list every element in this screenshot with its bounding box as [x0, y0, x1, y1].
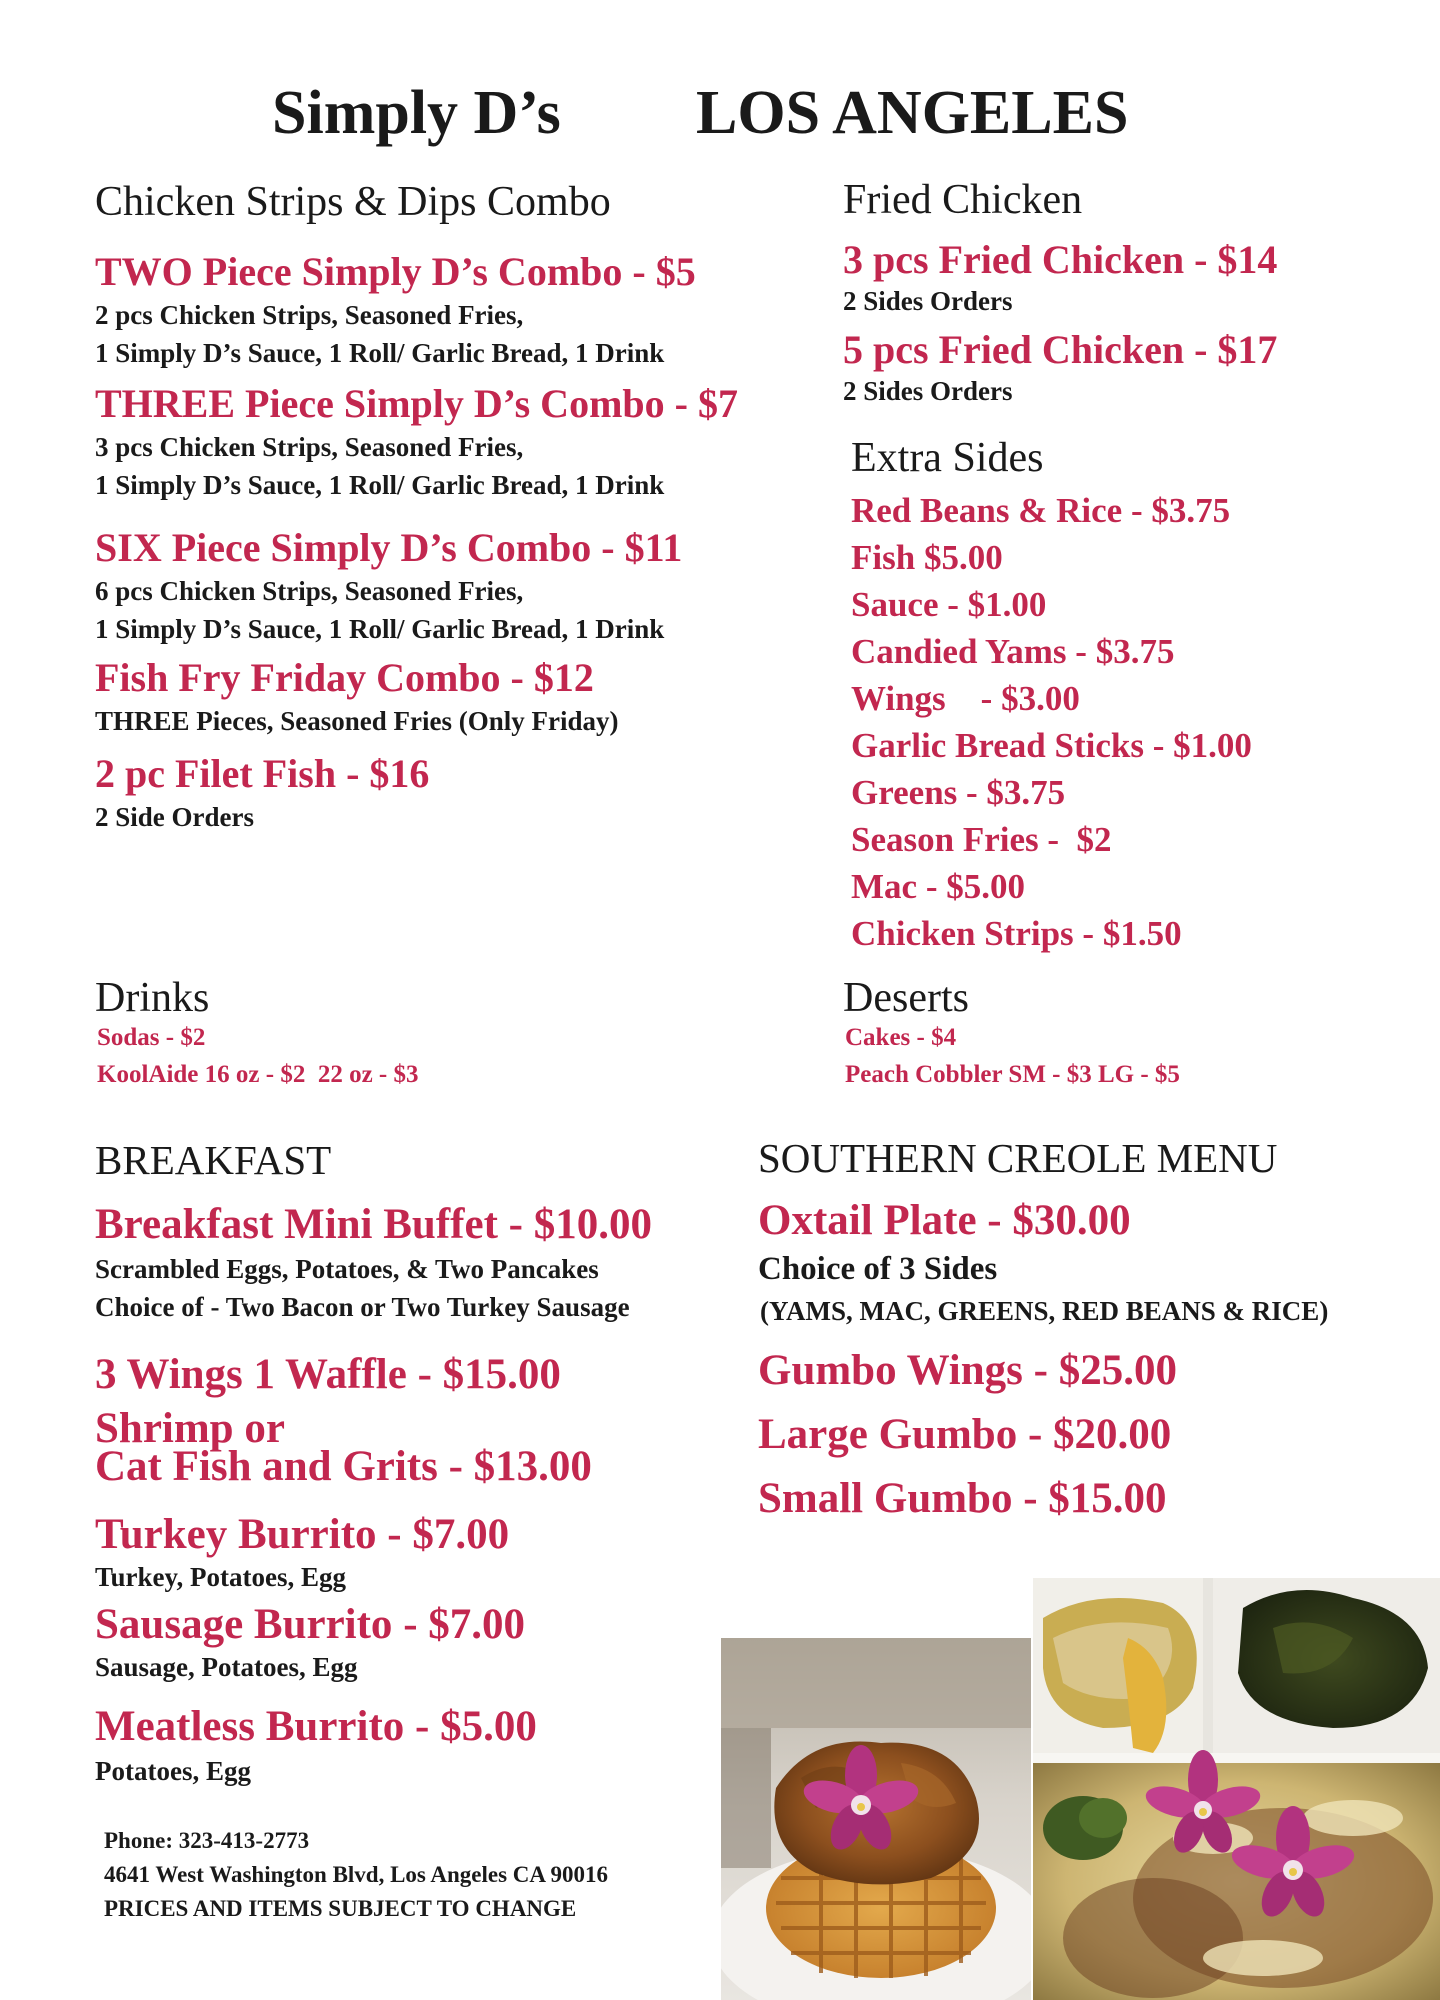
item-name: Shrimp or [95, 1405, 285, 1452]
item-name: Cat Fish and Grits [95, 1443, 438, 1490]
menu-item-3pcs-fried-chicken: 3 pcs Fried Chicken - $14 [843, 237, 1278, 282]
item-description: 6 pcs Chicken Strips, Seasoned Fries, [95, 576, 524, 606]
item-price: - $5.00 [415, 1703, 537, 1750]
item-price: - $15.00 [1023, 1475, 1167, 1522]
phone-number: Phone: 323-413-2773 [104, 1828, 310, 1853]
item-description: 2 pcs Chicken Strips, Seasoned Fries, [95, 300, 524, 330]
side-item: Red Beans & Rice - $3.75 [851, 491, 1231, 530]
item-description: 1 Simply D’s Sauce, 1 Roll/ Garlic Bread, 1 Drink [95, 338, 665, 368]
creole-plate-photo [1033, 1578, 1440, 2000]
side-item: Garlic Bread Sticks - $1.00 [851, 726, 1252, 765]
menu-item-two-piece-combo: TWO Piece Simply D’s Combo - $5 [95, 249, 696, 294]
item-price: - $7.00 [387, 1511, 510, 1558]
item-description: 1 Simply D’s Sauce, 1 Roll/ Garlic Bread, 1 Drink [95, 614, 665, 644]
creole-plate-image [1033, 1578, 1440, 2000]
item-price: - $10.00 [508, 1201, 652, 1248]
breakfast-heading: BREAKFAST [95, 1137, 332, 1183]
chicken-waffle-image [721, 1638, 1031, 2000]
fried-chicken-heading: Fried Chicken [843, 177, 1083, 223]
drinks-heading: Drinks [95, 975, 210, 1021]
menu-item-filet-fish: 2 pc Filet Fish - $16 [95, 751, 430, 796]
menu-item-six-piece-combo: SIX Piece Simply D’s Combo - $11 [95, 525, 683, 570]
item-price: - $13.00 [448, 1443, 592, 1490]
side-item: Mac - $5.00 [851, 867, 1025, 906]
item-name: Sausage Burrito [95, 1601, 393, 1648]
sides-choice-list: (YAMS, MAC, GREENS, RED BEANS & RICE) [760, 1296, 1329, 1326]
menu-item-oxtail-plate: Oxtail Plate - $30.00 [758, 1197, 1131, 1244]
menu-item-fish-fry-friday: Fish Fry Friday Combo - $12 [95, 655, 594, 700]
chicken-waffle-photo [721, 1638, 1031, 2000]
desert-item: Cakes - $4 [845, 1024, 957, 1051]
city-name: LOS ANGELES [696, 79, 1129, 147]
sides-choice-title: Choice of 3 Sides [758, 1251, 998, 1287]
side-item: Sauce - $1.00 [851, 585, 1047, 624]
item-price: - $7.00 [403, 1601, 526, 1648]
item-name: Large Gumbo [758, 1411, 1018, 1458]
item-name: Turkey Burrito [95, 1511, 377, 1558]
item-name: Gumbo Wings [758, 1347, 1023, 1394]
menu-item-small-gumbo [758, 1474, 1167, 1523]
address: 4641 West Washington Blvd, Los Angeles CA 90016 [104, 1862, 608, 1887]
footer-info [104, 1824, 608, 1926]
menu-item-turkey-burrito [95, 1510, 509, 1559]
menu-item-large-gumbo [758, 1410, 1171, 1459]
chicken-strips-heading: Chicken Strips & Dips Combo [95, 179, 611, 225]
item-description: 2 Side Orders [95, 802, 254, 832]
menu-item-wings-waffle: 3 Wings 1 Waffle - $15.00 [95, 1351, 561, 1398]
item-name: Small Gumbo [758, 1475, 1013, 1522]
item-description: 3 pcs Chicken Strips, Seasoned Fries, [95, 432, 524, 462]
price-notice: PRICES AND ITEMS SUBJECT TO CHANGE [104, 1896, 577, 1921]
item-description: 2 Sides Orders [843, 286, 1013, 316]
item-name: Breakfast Mini Buffet [95, 1201, 498, 1248]
deserts-heading: Deserts [843, 975, 969, 1021]
item-description: THREE Pieces, Seasoned Fries (Only Friday) [95, 706, 619, 736]
menu-item-three-piece-combo: THREE Piece Simply D’s Combo - $7 [95, 381, 738, 426]
menu-item-5pcs-fried-chicken: 5 pcs Fried Chicken - $17 [843, 327, 1278, 372]
side-item: Wings - $3.00 [851, 679, 1080, 718]
item-description: Sausage, Potatoes, Egg [95, 1652, 358, 1682]
item-description: 2 Sides Orders [843, 376, 1013, 406]
item-description: Choice of - Two Bacon or Two Turkey Sausage [95, 1292, 630, 1322]
item-description: Turkey, Potatoes, Egg [95, 1562, 347, 1592]
item-description: Potatoes, Egg [95, 1756, 251, 1786]
side-item: Fish $5.00 [851, 538, 1003, 577]
desert-item: Peach Cobbler SM - $3 LG - $5 [845, 1061, 1180, 1088]
side-item: Season Fries - $2 [851, 820, 1112, 859]
side-item: Candied Yams - $3.75 [851, 632, 1175, 671]
item-price: - $20.00 [1027, 1411, 1172, 1458]
extra-sides-heading: Extra Sides [851, 435, 1044, 481]
side-item: Greens - $3.75 [851, 773, 1066, 812]
item-description: Scrambled Eggs, Potatoes, & Two Pancakes [95, 1254, 599, 1284]
item-price: - $25.00 [1033, 1347, 1177, 1394]
menu-item-gumbo-wings [758, 1346, 1177, 1395]
menu-item-shrimp-catfish-grits [95, 1405, 592, 1490]
drink-item: KoolAide 16 oz - $2 22 oz - $3 [97, 1061, 419, 1088]
menu-item-sausage-burrito [95, 1600, 525, 1649]
item-name: Meatless Burrito [95, 1703, 405, 1750]
side-item: Chicken Strips - $1.50 [851, 914, 1182, 953]
menu-item-breakfast-buffet [95, 1200, 652, 1249]
creole-heading: SOUTHERN CREOLE MENU [758, 1135, 1278, 1181]
restaurant-name: Simply D’s [272, 79, 561, 147]
menu-item-meatless-burrito [95, 1702, 537, 1751]
item-description: 1 Simply D’s Sauce, 1 Roll/ Garlic Bread, 1 Drink [95, 470, 665, 500]
drink-item: Sodas - $2 [97, 1024, 206, 1051]
